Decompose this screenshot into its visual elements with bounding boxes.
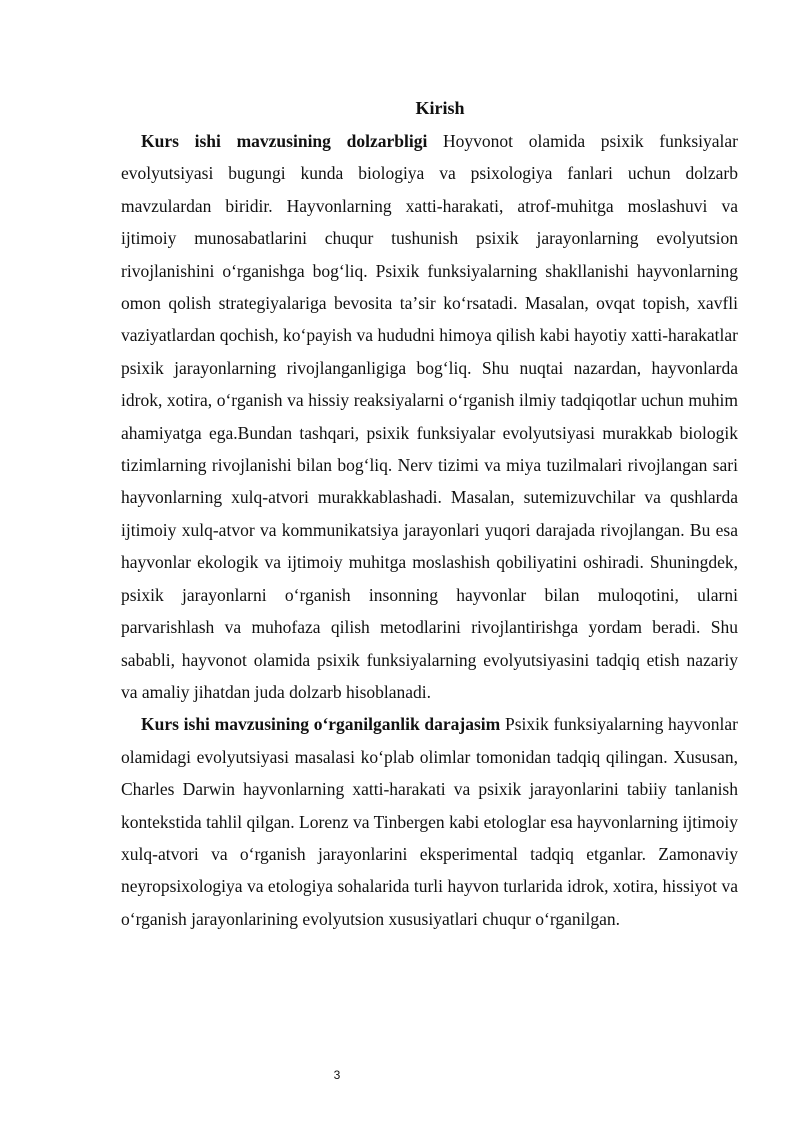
section-title: Kirish bbox=[415, 98, 465, 118]
document-body bbox=[121, 125, 738, 935]
paragraph-study-level bbox=[121, 708, 738, 935]
paragraph-lead-relevance: Kurs ishi mavzusining dolzarbligi bbox=[141, 131, 428, 151]
paragraph-text-relevance: Hoyvonot olamida psixik funksiyalar evolyutsiyasi bugungi kunda biologiya va psixologiya fanlari uchun dolzarb mavzulardan biridir. Hayvonlarning xatti-harakati, atrof-muhitga moslashuvi va ijtimoiy munosabatlarini chuqur tushunish psixik jarayonlarning evolyutsion rivojlanishini oʻrganishga bogʻliq. Psixik funksiyalarning shakllanishi hayvonlarning omon qolish strategiyalariga bevosita taʼsir koʻrsatadi. Masalan, ovqat topish, xavfli vaziyatlardan qochish, koʻpayish va hududni himoya qilish kabi hayotiy xatti-harakatlar psixik jarayonlarning rivojlanganligiga bogʻliq. Shu nuqtai nazardan, hayvonlarda idrok, xotira, oʻrganish va hissiy reaksiyalarni oʻrganish ilmiy tadqiqotlar uchun muhim ahamiyatga ega.Bundan tashqari, psixik funksiyalar evolyutsiyasi murakkab biologik tizimlarning rivojlanishi bilan bogʻliq. Nerv tizimi va miya tuzilmalari rivojlangan sari hayvonlarning xulq-atvori murakkablashadi. Masalan, sutemizuvchilar va qushlarda ijtimoiy xulq-atvor va kommunikatsiya jarayonlari yuqori darajada rivojlangan. Bu esa hayvonlar ekologik va ijtimoiy muhitga moslashish qobiliyatini oshiradi. Shuningdek, psixik jarayonlarni oʻrganish insonning hayvonlar bilan muloqotini, ularni parvarishlash va muhofaza qilish metodlarini rivojlantirishga yordam beradi. Shu sababli, hayvonot olamida psixik funksiyalarning evolyutsiyasini tadqiq etish nazariy va amaliy jihatdan juda dolzarb hisoblanadi. bbox=[121, 131, 738, 702]
paragraph-relevance bbox=[121, 125, 738, 708]
paragraph-text-study-level: Psixik funksiyalarning hayvonlar olamidagi evolyutsiyasi masalasi koʻplab olimlar tomonidan tadqiq qilingan. Xususan, Charles Darwin hayvonlarning xatti-harakati va psixik jarayonlarini tabiiy tanlanish kontekstida tahlil qilgan. Lorenz va Tinbergen kabi etologlar esa hayvonlarning ijtimoiy xulq-atvori va oʻrganish jarayonlarini eksperimental tadqiq etganlar. Zamonaviy neyropsixologiya va etologiya sohalarida turli hayvon turlarida idrok, xotira, hissiyot va oʻrganish jarayonlarining evolyutsion xususiyatlari chuqur oʻrganilgan. bbox=[121, 714, 739, 929]
page-number: 3 bbox=[333, 1068, 341, 1082]
paragraph-lead-study-level: Kurs ishi mavzusining oʻrganilganlik darajasim bbox=[141, 714, 501, 735]
